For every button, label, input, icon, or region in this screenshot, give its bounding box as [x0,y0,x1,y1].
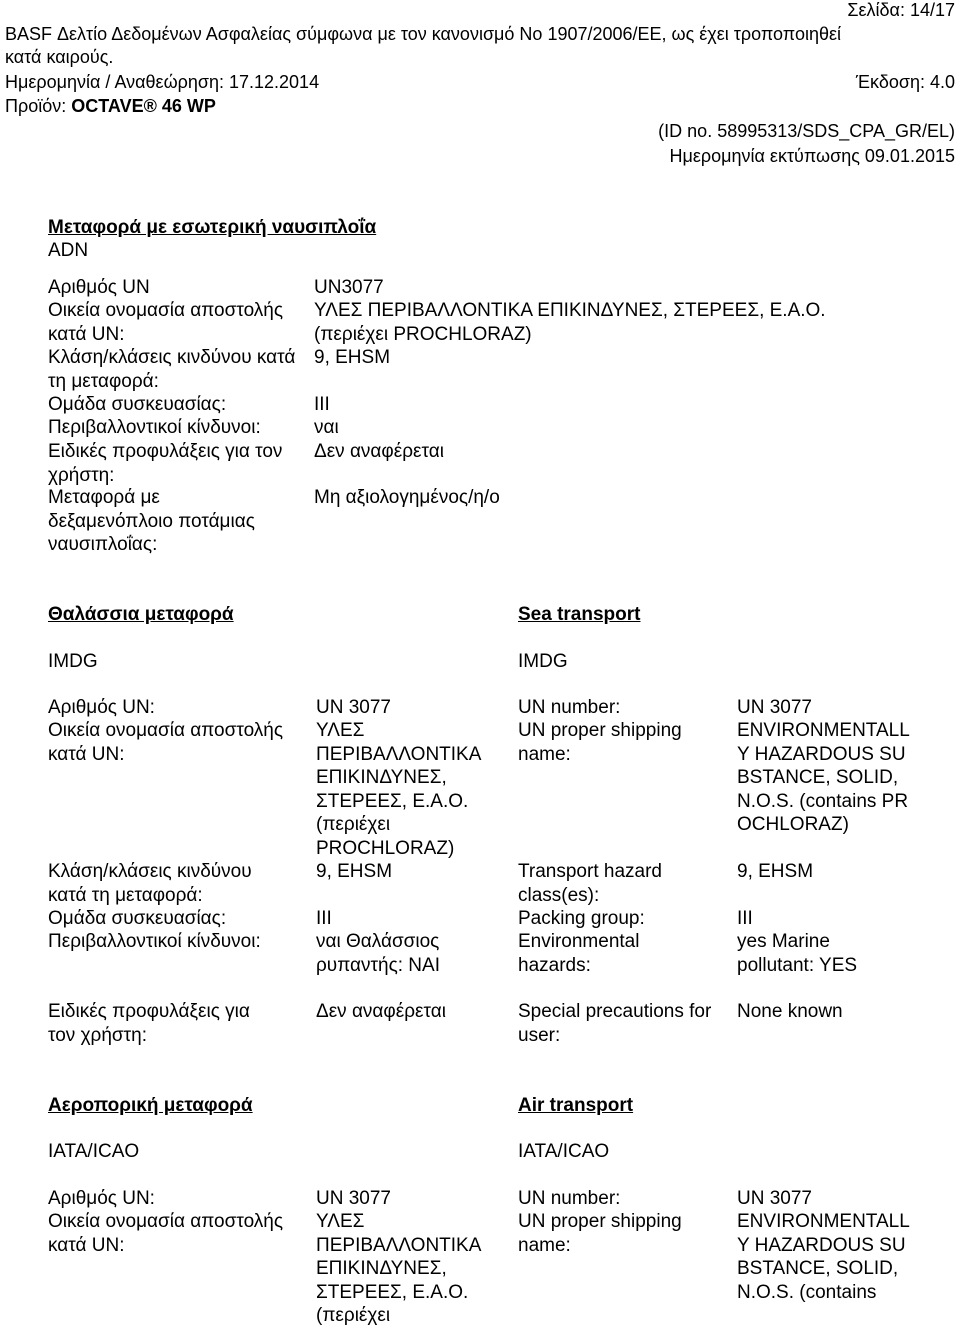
air-value-en-un: UN 3077 [737,1188,812,1209]
sea-label-gr-special-precautions: Ειδικές προφυλάξεις για τον χρήστη: [48,1001,250,1046]
sea-value-en-special-precautions: None known [737,1001,843,1022]
air-value-gr-un: UN 3077 [316,1188,391,1209]
adn-label-tanker: Μεταφορά με δεξαμενόπλοιο ποτάμιας ναυσιπλοΐας: [48,487,255,555]
air-label-gr-un: Αριθμός UN: [48,1188,155,1209]
adn-value-env-hazards: ναι [314,417,339,438]
sea-value-gr-un: UN 3077 [316,697,391,718]
sea-value-gr-env-hazards: ναι Θαλάσσιος ρυπαντής: ΝΑΙ [316,931,440,976]
sea-title-en: Sea transport [518,604,641,625]
sea-label-gr-packing-group: Ομάδα συσκευασίας: [48,908,227,929]
air-code-en: IATA/ICAO [518,1141,610,1162]
air-label-en-un: UN number: [518,1188,621,1209]
sea-label-en-shipping-name: UN proper shipping name: [518,720,682,765]
sea-code-gr: IMDG [48,651,98,672]
sea-label-en-env-hazards: Environmental hazards: [518,931,640,976]
sea-title-gr: Θαλάσσια μεταφορά [48,604,234,625]
adn-label-special-precautions: Ειδικές προφυλάξεις για τον χρήστη: [48,441,283,486]
id-number: (ID no. 58995313/SDS_CPA_GR/EL) [658,121,955,141]
sea-label-en-un: UN number: [518,697,621,718]
header-line-2: κατά καιρούς. [5,47,114,67]
adn-title: Μεταφορά με εσωτερική ναυσιπλοΐα [48,217,377,238]
sea-label-gr-env-hazards: Περιβαλλοντικοί κίνδυνοι: [48,931,261,952]
adn-label-packing-group: Ομάδα συσκευασίας: [48,394,227,415]
adn-label-hazard-class: Κλάση/κλάσεις κινδύνου κατά τη μεταφορά: [48,347,296,392]
adn-value-hazard-class: 9, EHSM [314,347,391,368]
sea-value-en-shipping-name: ENVIRONMENTALLY HAZARDOUS SUBSTANCE, SOLID, N.O.S. (contains PROCHLORAZ) [737,720,910,835]
air-code-gr: IATA/ICAO [48,1141,140,1162]
sea-value-gr-special-precautions: Δεν αναφέρεται [316,1001,446,1022]
air-label-en-shipping-name: UN proper shipping name: [518,1211,682,1256]
sea-value-gr-packing-group: III [316,908,332,929]
air-value-en-shipping-name: ENVIRONMENTALLY HAZARDOUS SUBSTANCE, SOLID, N.O.S. (contains [737,1211,910,1303]
adn-value-un: UN3077 [314,277,384,298]
adn-label-shipping-name: Οικεία ονομασία αποστολής κατά UN: [48,300,284,345]
adn-value-special-precautions: Δεν αναφέρεται [314,441,444,462]
adn-value-tanker: Μη αξιολογημένος/η/ο [314,487,500,508]
sea-code-en: IMDG [518,651,568,672]
air-title-gr: Αεροπορική μεταφορά [48,1095,253,1116]
sea-label-en-hazard-class: Transport hazard class(es): [518,861,662,906]
version: Έκδοση: 4.0 [855,72,955,92]
sea-label-en-special-precautions: Special precautions for user: [518,1001,712,1046]
product-label: Προϊόν: [5,96,72,116]
revision-date: Ημερομηνία / Αναθεώρηση: 17.12.2014 [5,72,320,92]
sea-label-gr-un: Αριθμός UN: [48,697,155,718]
sea-label-gr-hazard-class: Κλάση/κλάσεις κινδύνου κατά τη μεταφορά: [48,861,252,906]
sea-value-gr-shipping-name: ΥΛΕΣ ΠΕΡΙΒΑΛΛΟΝΤΙΚΑ ΕΠΙΚΙΝΔΥΝΕΣ, ΣΤΕΡΕΕΣ, Ε.Α.Ο. (περιέχει PROCHLORAZ) [316,720,481,859]
sea-label-en-packing-group: Packing group: [518,908,645,929]
air-label-gr-shipping-name: Οικεία ονομασία αποστολής κατά UN: [48,1211,284,1256]
adn-label-un: Αριθμός UN [48,277,150,298]
sea-value-en-packing-group: III [737,908,753,929]
adn-value-packing-group: III [314,394,330,415]
header-line-1: BASF Δελτίο Δεδομένων Ασφαλείας σύμφωνα με τον κανονισμό Νο 1907/2006/ΕΕ, ως έχει τροποποιηθεί [5,24,842,44]
sea-value-gr-hazard-class: 9, EHSM [316,861,393,882]
adn-code: ADN [48,240,89,261]
adn-value-shipping-name: ΥΛΕΣ ΠΕΡΙΒΑΛΛΟΝΤΙΚΑ ΕΠΙΚΙΝΔΥΝΕΣ, ΣΤΕΡΕΕΣ, Ε.Α.Ο. (περιέχει PROCHLORAZ) [314,300,826,345]
sea-value-en-env-hazards: yes Marine pollutant: YES [737,931,858,976]
adn-label-env-hazards: Περιβαλλοντικοί κίνδυνοι: [48,417,261,438]
product-name: OCTAVE® 46 WP [71,96,216,116]
product-line [5,96,216,117]
air-title-en: Air transport [518,1095,634,1116]
sea-label-gr-shipping-name: Οικεία ονομασία αποστολής κατά UN: [48,720,284,765]
air-value-gr-shipping-name: ΥΛΕΣ ΠΕΡΙΒΑΛΛΟΝΤΙΚΑ ΕΠΙΚΙΝΔΥΝΕΣ, ΣΤΕΡΕΕΣ, Ε.Α.Ο. (περιέχει [316,1211,481,1326]
print-date: Ημερομηνία εκτύπωσης 09.01.2015 [669,146,955,166]
sea-value-en-un: UN 3077 [737,697,812,718]
page-number: Σελίδα: 14/17 [847,0,955,20]
sea-value-en-hazard-class: 9, EHSM [737,861,814,882]
